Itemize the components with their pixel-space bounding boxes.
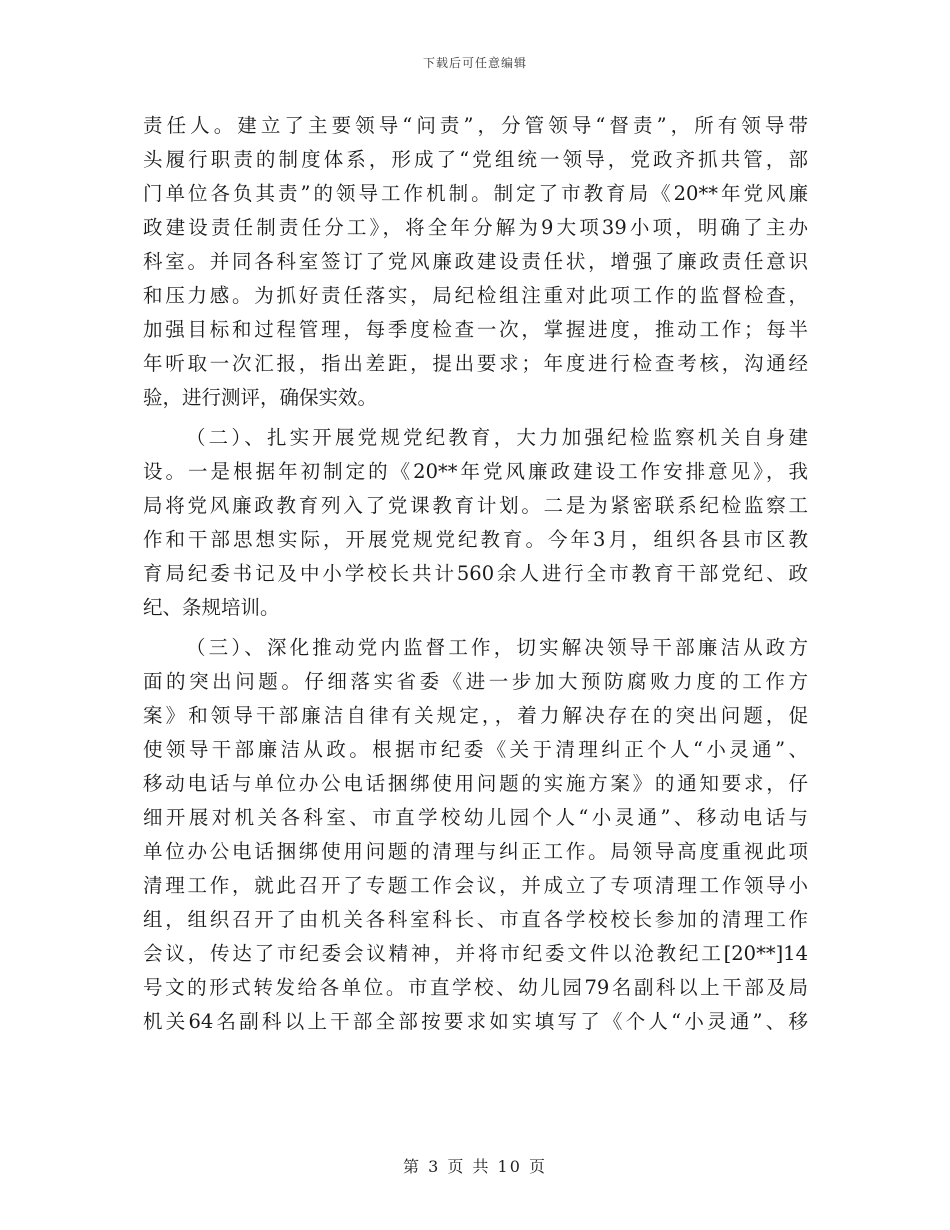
text-line: 政建设责任制责任分工》，将全年分解为9大项39小项，明确了主办 (143, 216, 808, 239)
text-line: 号文的形式转发给各单位。市直学校、幼儿园79名副科以上干部及局 (143, 976, 808, 999)
document-body (143, 109, 808, 1039)
text-line: 育局纪委书记及中小学校长共计560余人进行全市教育干部党纪、政 (143, 562, 808, 585)
paragraph-responsibility (143, 109, 808, 415)
paragraph-internal-supervision (143, 631, 808, 1039)
text-line: 科室。并同各科室签订了党风廉政建设责任状，增强了廉政责任意识 (143, 250, 808, 273)
text-line: 机关64名副科以上干部全部按要求如实填写了《个人“小灵通”、移 (143, 1010, 808, 1033)
text-line: 案》和领导干部廉洁自律有关规定，，着力解决存在的突出问题，促 (143, 704, 808, 727)
text-line: 责任人。建立了主要领导“问责”，分管领导“督责”，所有领导带 (143, 114, 808, 137)
text-line: 单位办公电话捆绑使用问题的清理与纠正工作。局领导高度重视此项 (143, 840, 808, 863)
paragraph-discipline-education (143, 421, 808, 625)
text-line: 设。一是根据年初制定的《20**年党风廉政建设工作安排意见》，我 (143, 460, 808, 483)
text-line: 面的突出问题。仔细落实省委《进一步加大预防腐败力度的工作方 (143, 670, 808, 693)
text-line: 细开展对机关各科室、市直学校幼儿园个人“小灵通”、移动电话与 (143, 806, 808, 829)
text-line: 和压力感。为抓好责任落实，局纪检组注重对此项工作的监督检查， (143, 284, 808, 307)
text-line: （二）、扎实开展党规党纪教育，大力加强纪检监察机关自身建 (186, 426, 808, 449)
text-line: 门单位各负其责”的领导工作机制。制定了市教育局《20**年党风廉 (143, 182, 808, 205)
text-line: 年听取一次汇报，指出差距，提出要求；年度进行检查考核，沟通经 (143, 352, 808, 375)
text-line: 使领导干部廉洁从政。根据市纪委《关于清理纠正个人“小灵通”、 (143, 738, 808, 761)
page-number-footer: 第 3 页 共 10 页 (403, 1157, 547, 1176)
text-line: 移动电话与单位办公电话捆绑使用问题的实施方案》的通知要求，仔 (143, 772, 808, 795)
text-line: 头履行职责的制度体系，形成了“党组统一领导，党政齐抓共管，部 (143, 148, 808, 171)
text-line: 组，组织召开了由机关各科室科长、市直各学校校长参加的清理工作 (143, 908, 808, 931)
text-line: 会议，传达了市纪委会议精神，并将市纪委文件以沧教纪工[20**]14 (143, 942, 808, 965)
page-header-note: 下载后可任意编辑 (422, 56, 527, 70)
text-line: 清理工作，就此召开了专题工作会议，并成立了专项清理工作领导小 (143, 874, 808, 897)
text-line: 验，进行测评，确保实效。 (143, 386, 378, 409)
text-line: 作和干部思想实际，开展党规党纪教育。今年3月，组织各县市区教 (143, 528, 808, 551)
text-line: 加强目标和过程管理，每季度检查一次，掌握进度，推动工作；每半 (143, 318, 808, 341)
text-line: 纪、条规培训。 (143, 596, 280, 619)
text-line: 局将党风廉政教育列入了党课教育计划。二是为紧密联系纪检监察工 (143, 494, 808, 517)
text-line: （三）、深化推动党内监督工作，切实解决领导干部廉洁从政方 (186, 636, 808, 659)
